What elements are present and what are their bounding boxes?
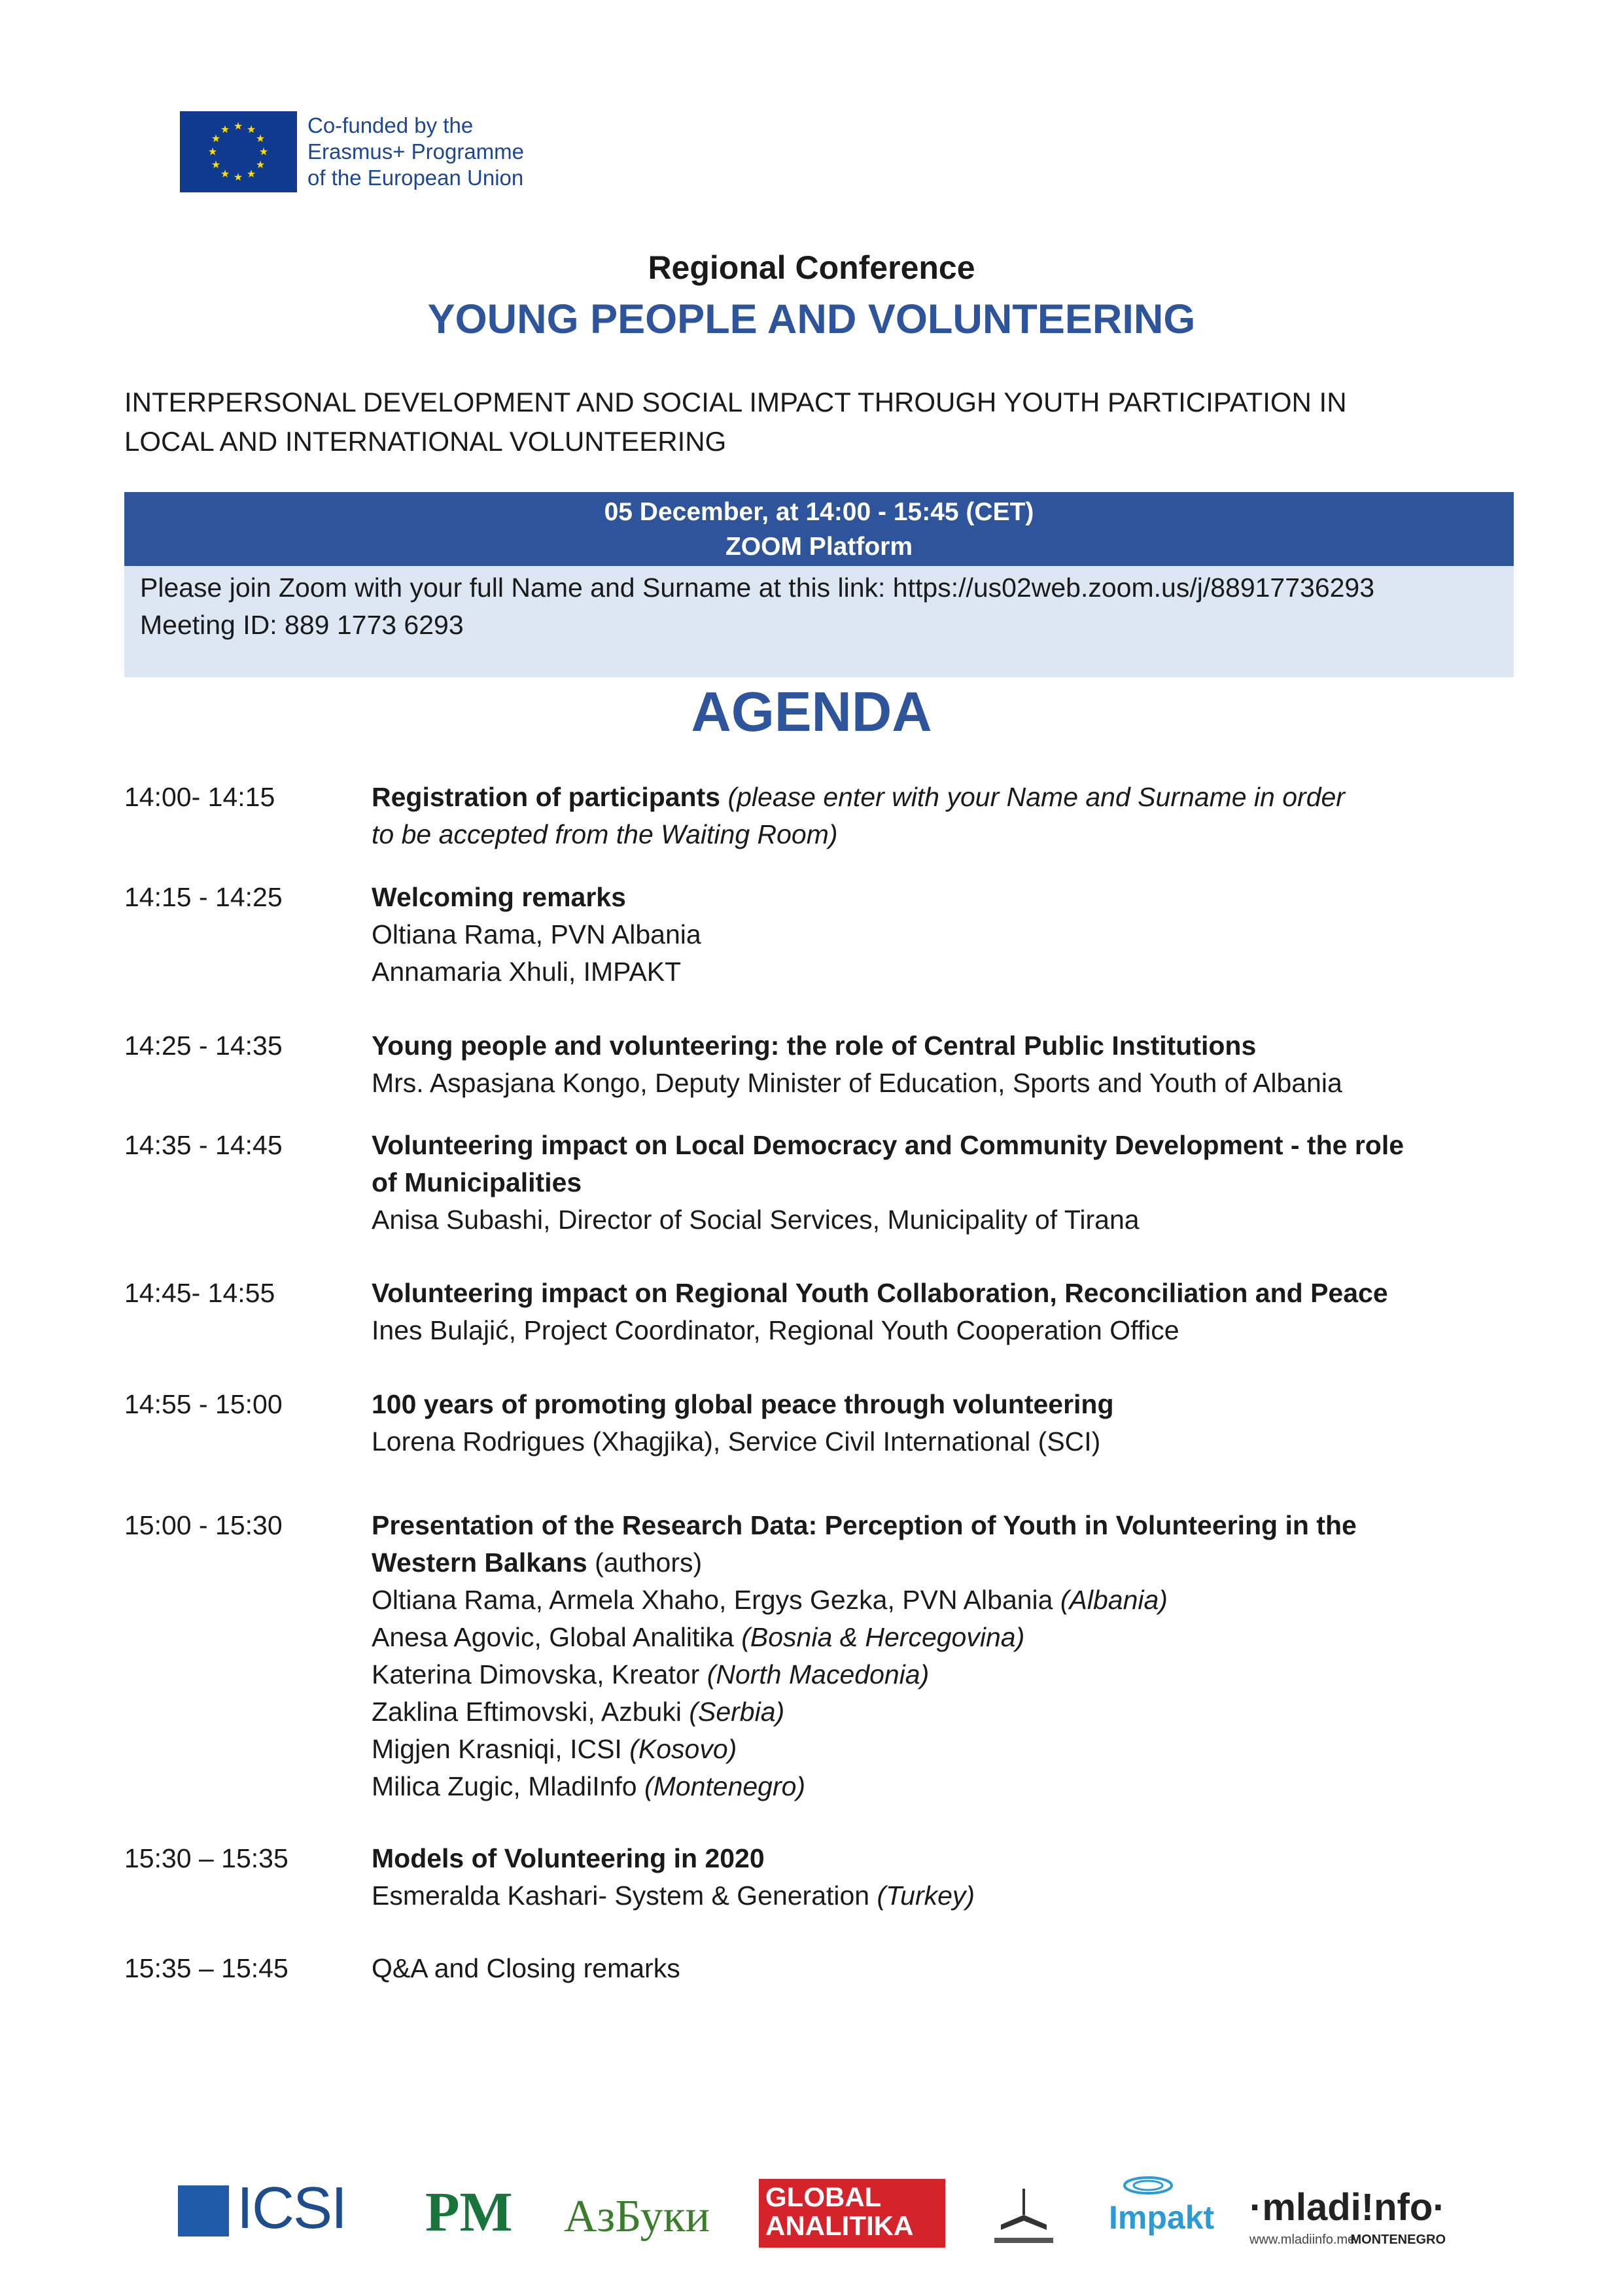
conference-subtitle bbox=[124, 383, 1498, 461]
eu-flag-logo bbox=[180, 111, 297, 192]
agenda-body bbox=[372, 1027, 1523, 1102]
agenda-item-note: (please enter with your Name and Surname in order bbox=[727, 782, 1345, 812]
agenda-item-title: Presentation of the Research Data: Perception of Youth in Volunteering in the bbox=[372, 1510, 1357, 1540]
agenda-item-title: 100 years of promoting global peace through volunteering bbox=[372, 1389, 1114, 1419]
agenda-author bbox=[372, 1693, 1523, 1731]
author-name: Oltiana Rama, Armela Xhaho, Ergys Gezka, PVN Albania bbox=[372, 1585, 1060, 1615]
eu-stars-icon bbox=[180, 111, 297, 192]
svg-text:★: ★ bbox=[246, 168, 256, 180]
global-analitika-line: ANALITIKA bbox=[765, 2210, 914, 2241]
agenda-time: 14:00- 14:15 bbox=[124, 782, 275, 812]
author-name: Anesa Agovic, Global Analitika bbox=[372, 1622, 742, 1652]
impakt-logo-text: Impakt bbox=[1109, 2199, 1215, 2236]
agenda-time: 14:25 - 14:35 bbox=[124, 1031, 283, 1061]
agenda-time: 15:00 - 15:30 bbox=[124, 1510, 283, 1540]
author-name: Milica Zugic, MladiInfo bbox=[372, 1771, 644, 1801]
subtitle-line: LOCAL AND INTERNATIONAL VOLUNTEERING bbox=[124, 426, 727, 457]
impakt-swirl-icon bbox=[1122, 2172, 1174, 2199]
svg-text:★: ★ bbox=[211, 158, 221, 171]
agenda-item-title: Models of Volunteering in 2020 bbox=[372, 1843, 765, 1873]
agenda-time: 14:45- 14:55 bbox=[124, 1278, 275, 1308]
author-country: (Bosnia & Hercegovina) bbox=[741, 1622, 1025, 1652]
agenda-item-note: to be accepted from the Waiting Room) bbox=[372, 819, 838, 849]
author-country: (Montenegro) bbox=[644, 1771, 806, 1801]
mladiinfo-country: MONTENEGRO bbox=[1350, 2233, 1446, 2247]
conference-label: Regional Conference bbox=[648, 249, 975, 286]
agenda-author bbox=[372, 1656, 1523, 1693]
agenda-time: 15:30 – 15:35 bbox=[124, 1843, 288, 1873]
svg-text:★: ★ bbox=[220, 168, 230, 180]
svg-text:★: ★ bbox=[233, 120, 243, 132]
subtitle-line: INTERPERSONAL DEVELOPMENT AND SOCIAL IMPACT THROUGH YOUTH PARTICIPATION IN bbox=[124, 387, 1347, 417]
agenda-speaker: Ines Bulajić, Project Coordinator, Regional Youth Cooperation Office bbox=[372, 1315, 1179, 1345]
agenda-item-title: Young people and volunteering: the role of Central Public Institutions bbox=[372, 1031, 1257, 1061]
author-name: Katerina Dimovska, Kreator bbox=[372, 1659, 707, 1689]
svg-text:★: ★ bbox=[258, 145, 269, 158]
zoom-info-box bbox=[124, 566, 1514, 677]
event-platform: ZOOM Platform bbox=[725, 533, 913, 561]
agenda-time: 14:55 - 15:00 bbox=[124, 1389, 283, 1419]
author-name: Migjen Krasniqi, ICSI bbox=[372, 1734, 630, 1764]
author-country: (Albania) bbox=[1060, 1585, 1168, 1615]
pm-logo bbox=[425, 2172, 530, 2251]
mladiinfo-url: www.mladiinfo.me bbox=[1249, 2233, 1355, 2247]
agenda-body bbox=[372, 1840, 1523, 1915]
agenda-item-title: of Municipalities bbox=[372, 1167, 582, 1197]
mladiinfo-logo-text: ·mladi!nfo· bbox=[1249, 2186, 1446, 2229]
conference-title: YOUNG PEOPLE AND VOLUNTEERING bbox=[427, 296, 1196, 342]
agenda-author bbox=[372, 1619, 1523, 1656]
agenda-item-title: Volunteering impact on Regional Youth Collaboration, Reconciliation and Peace bbox=[372, 1278, 1388, 1308]
agenda-time: 14:15 - 14:25 bbox=[124, 882, 283, 912]
author-name: Zaklina Eftimovski, Azbuki bbox=[372, 1697, 689, 1727]
eu-text-line: Co-funded by the bbox=[307, 113, 474, 137]
global-analitika-text bbox=[765, 2183, 913, 2240]
svg-text:★: ★ bbox=[220, 123, 230, 135]
global-analitika-logo bbox=[759, 2179, 945, 2248]
agenda-speaker: Oltiana Rama, PVN Albania bbox=[372, 919, 701, 949]
icsi-logo-text: ICSI bbox=[237, 2176, 347, 2241]
svg-text:★: ★ bbox=[255, 158, 266, 171]
author-country: (Serbia) bbox=[689, 1697, 785, 1727]
svg-text:★: ★ bbox=[255, 132, 266, 145]
agenda-body bbox=[372, 1275, 1523, 1349]
kreator-logo bbox=[981, 2172, 1066, 2251]
pm-logo-text: PM bbox=[425, 2180, 513, 2243]
agenda-body bbox=[372, 1127, 1523, 1239]
agenda-item-title: Volunteering impact on Local Democracy and Community Development - the role bbox=[372, 1130, 1405, 1160]
agenda-body bbox=[372, 1950, 1523, 1987]
svg-text:★: ★ bbox=[211, 132, 221, 145]
event-date-bar bbox=[124, 492, 1514, 566]
agenda-speaker: Annamaria Xhuli, IMPAKT bbox=[372, 957, 682, 987]
global-analitika-line: GLOBAL bbox=[765, 2181, 882, 2212]
event-date: 05 December, at 14:00 - 15:45 (CET) bbox=[604, 498, 1034, 526]
azbuki-logo bbox=[564, 2172, 734, 2251]
agenda-speaker: Esmeralda Kashari- System & Generation bbox=[372, 1881, 877, 1911]
agenda-body bbox=[372, 1507, 1523, 1805]
agenda-author bbox=[372, 1731, 1523, 1768]
agenda-author bbox=[372, 1581, 1523, 1619]
agenda-author bbox=[372, 1768, 1523, 1805]
svg-text:★: ★ bbox=[246, 123, 256, 135]
eu-cofunding-text bbox=[307, 113, 524, 191]
agenda-speaker-country: (Turkey) bbox=[877, 1881, 975, 1911]
agenda-time: 14:35 - 14:45 bbox=[124, 1130, 283, 1160]
agenda-speaker: Mrs. Aspasjana Kongo, Deputy Minister of Education, Sports and Youth of Albania bbox=[372, 1068, 1342, 1098]
azbuki-logo-text: АзБуки bbox=[564, 2191, 710, 2242]
eu-text-line: Erasmus+ Programme bbox=[307, 139, 525, 164]
agenda-item-title: Registration of participants bbox=[372, 782, 721, 812]
svg-text:★: ★ bbox=[207, 145, 218, 158]
eu-text-line: of the European Union bbox=[307, 166, 524, 190]
agenda-item-title: Western Balkans bbox=[372, 1547, 587, 1578]
agenda-item-note: (authors) bbox=[587, 1547, 703, 1578]
agenda-speaker: Anisa Subashi, Director of Social Services, Municipality of Tirana bbox=[372, 1205, 1140, 1235]
agenda-title: AGENDA bbox=[691, 681, 932, 743]
agenda-body bbox=[372, 1386, 1523, 1460]
icsi-logo bbox=[178, 2172, 361, 2251]
agenda-time: 15:35 – 15:45 bbox=[124, 1953, 288, 1983]
impakt-logo bbox=[1109, 2172, 1213, 2251]
book-glyph-icon bbox=[994, 2179, 1053, 2238]
agenda-speaker: Lorena Rodrigues (Xhagjika), Service Civil International (SCI) bbox=[372, 1426, 1101, 1457]
agenda-body bbox=[372, 879, 1523, 991]
zoom-join-link[interactable]: Please join Zoom with your full Name and Surname at this link: https://us02web.zoom.us/j/88917736293 bbox=[140, 573, 1375, 603]
agenda-item-title: Welcoming remarks bbox=[372, 882, 626, 912]
author-country: (Kosovo) bbox=[629, 1734, 737, 1764]
author-country: (North Macedonia) bbox=[707, 1659, 930, 1689]
mladiinfo-logo bbox=[1249, 2172, 1446, 2251]
book-icon bbox=[994, 2179, 1053, 2243]
agenda-item-plain: Q&A and Closing remarks bbox=[372, 1953, 680, 1983]
zoom-meeting-id: Meeting ID: 889 1773 6293 bbox=[140, 610, 464, 640]
puzzle-icon bbox=[178, 2185, 229, 2236]
svg-text:★: ★ bbox=[233, 171, 243, 183]
agenda-body bbox=[372, 779, 1523, 853]
